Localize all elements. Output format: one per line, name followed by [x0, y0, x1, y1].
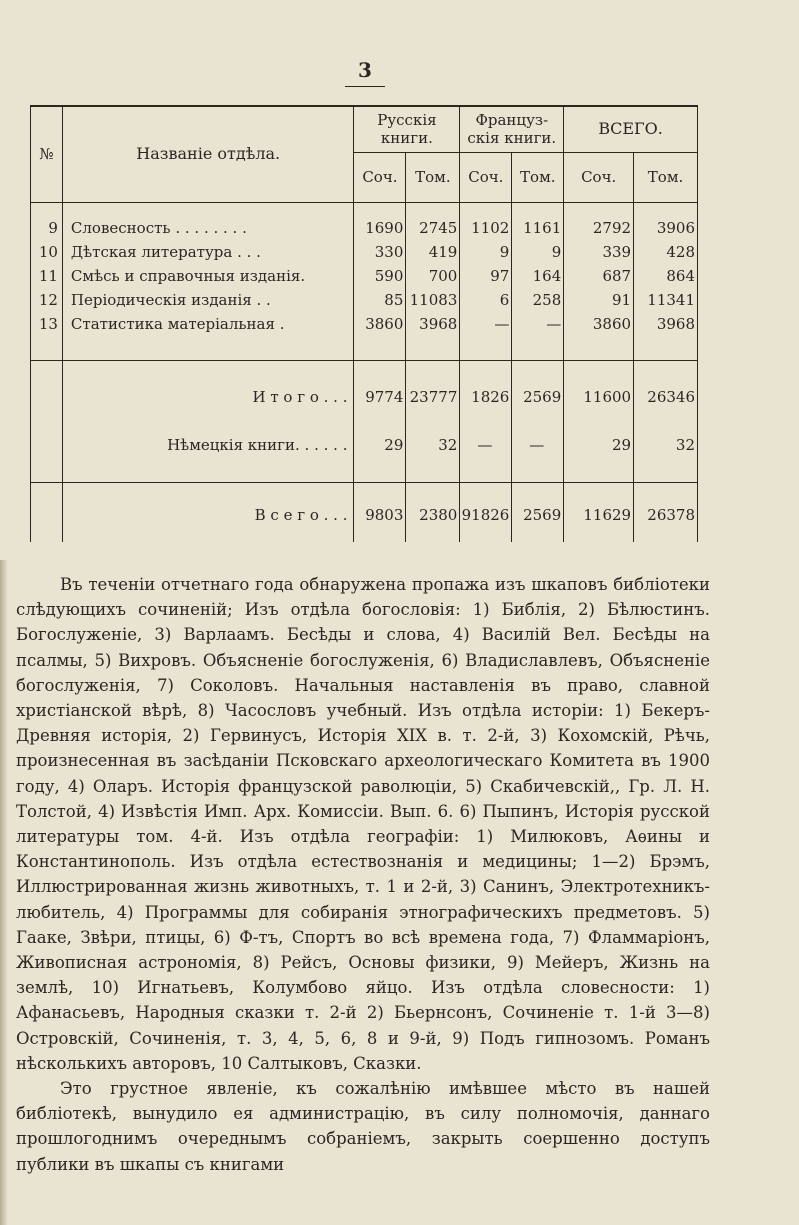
paragraph-consequence: Это грустное явленіе, къ сожалѣнію имѣвшее мѣсто въ нашей библіотекѣ, вынудило ея администрацію, въ силу полномочія, даннаго прошлогоднимъ очереднымъ собраніемъ, закрыть соершенно доступъ публики въ шкапы съ книгами	[16, 1079, 710, 1174]
vsego-row: В с е г о . . . 9803 2380 91826 2569 11629 26378	[31, 502, 698, 528]
header-name: Названіе отдѣла.	[62, 106, 354, 202]
vsego-label: В с е г о . . .	[62, 502, 354, 528]
header-total: ВСЕГО.	[564, 106, 698, 152]
header-all-soch: Соч.	[564, 152, 634, 202]
header-russian: Русскія книги.	[354, 106, 460, 152]
body-text	[16, 572, 710, 1177]
itogo-row: И т о г о . . . 9774 23777 1826 2569 11600 26346	[31, 384, 698, 410]
header-fr-soch: Соч.	[460, 152, 512, 202]
header-fr-tom: Том.	[512, 152, 564, 202]
category-rows	[31, 216, 698, 336]
page-number-rule	[345, 86, 385, 87]
table-row: 10 Дѣтская литература . . . 330 419 9 9 339 428	[31, 240, 698, 264]
table-row: 9 Словесность . . . . . . . . 1690 2745 1102 1161 2792 3906	[31, 216, 698, 240]
german-books-label: Нѣмецкія книги. . . . . .	[62, 432, 354, 458]
table-row: 11 Смѣсь и справочныя изданія. 590 700 97 164 687 864	[31, 264, 698, 288]
header-french: Француз-скія книги.	[460, 106, 564, 152]
header-ru-tom: Том.	[406, 152, 460, 202]
page-edge-shadow	[0, 560, 8, 1225]
header-all-tom: Том.	[634, 152, 698, 202]
table-row: 12 Періодическія изданія . . 85 11083 6 258 91 11341	[31, 288, 698, 312]
table-row: 13 Статистика матеріальная . 3860 3968 — — 3860 3968	[31, 312, 698, 336]
page-number: 3	[358, 58, 372, 82]
header-num: №	[31, 106, 63, 202]
paragraph-missing-books: Въ теченіи отчетнаго года обнаружена пропажа изъ шкаповъ библіотеки слѣдующихъ сочиненій; Изъ отдѣла богословія: 1) Библія, 2) Бѣлюстинъ. Богослуженіе, 3) Варлаамъ. Бесѣды и слова, 4) Василій Вел. Бесѣды на псалмы, 5) Вихровъ. Объясненіе богослуженія, 6) Владиславлевъ, Объясненіе богослуженія, 7) Соколовъ. Начальныя наставленія въ право, славной христіанской вѣрѣ, 8) Часословъ учебный. Изъ отдѣла исторіи: 1) Бекеръ-Древняя исторія, 2) Гервинусъ, Исторія XIX в. т. 2-й, 3) Кохомскій, Рѣчь, произнесенная въ засѣданіи Псковскаго археологическаго Комитета въ 1900 году, 4) Оларъ. Исторія французской раволюціи, 5) Скабичевскій,, Гр. Л. Н. Толстой, 4) Извѣстія Имп. Арх. Комиссіи. Вып. 6. 6) Пыпинъ, Исторія русской литературы том. 4-й. Изъ отдѣла географіи: 1) Милюковъ, Аѳины и Константинополь. Изъ отдѣла естествознанія и медицины; 1—2) Брэмъ, Иллюстрированная жизнь животныхъ, т. 1 и 2-й, 3) Санинъ, Электротехникъ-любитель, 4) Программы для собиранія этнографическихъ предметовъ. 5) Гааке, Звѣри, птицы, 6) Ф-тъ, Спортъ во всѣ времена года, 7) Фламмаріонъ, Живописная астрономія, 8) Рейсъ, Основы физики, 9) Мейеръ, Жизнь на землѣ, 10) Игнатьевъ, Колумбово яйцо. Изъ отдѣла словесности: 1) Афанасьевъ, Народныя сказки т. 2-й 2) Бьернсонъ, Сочиненіе т. 1-й 3—8) Островскій, Сочиненія, т. 3, 4, 5, 6, 8 и 9-й, 9) Подъ гипнозомъ. Романъ нѣсколькихъ авторовъ, 10 Салтыковъ, Сказки.	[16, 575, 710, 1073]
header-ru-soch: Соч.	[354, 152, 406, 202]
itogo-label: И т о г о . . .	[62, 384, 354, 410]
german-books-row: Нѣмецкія книги. . . . . . 29 32 — — 29 32	[31, 432, 698, 458]
statistics-table	[30, 105, 698, 542]
